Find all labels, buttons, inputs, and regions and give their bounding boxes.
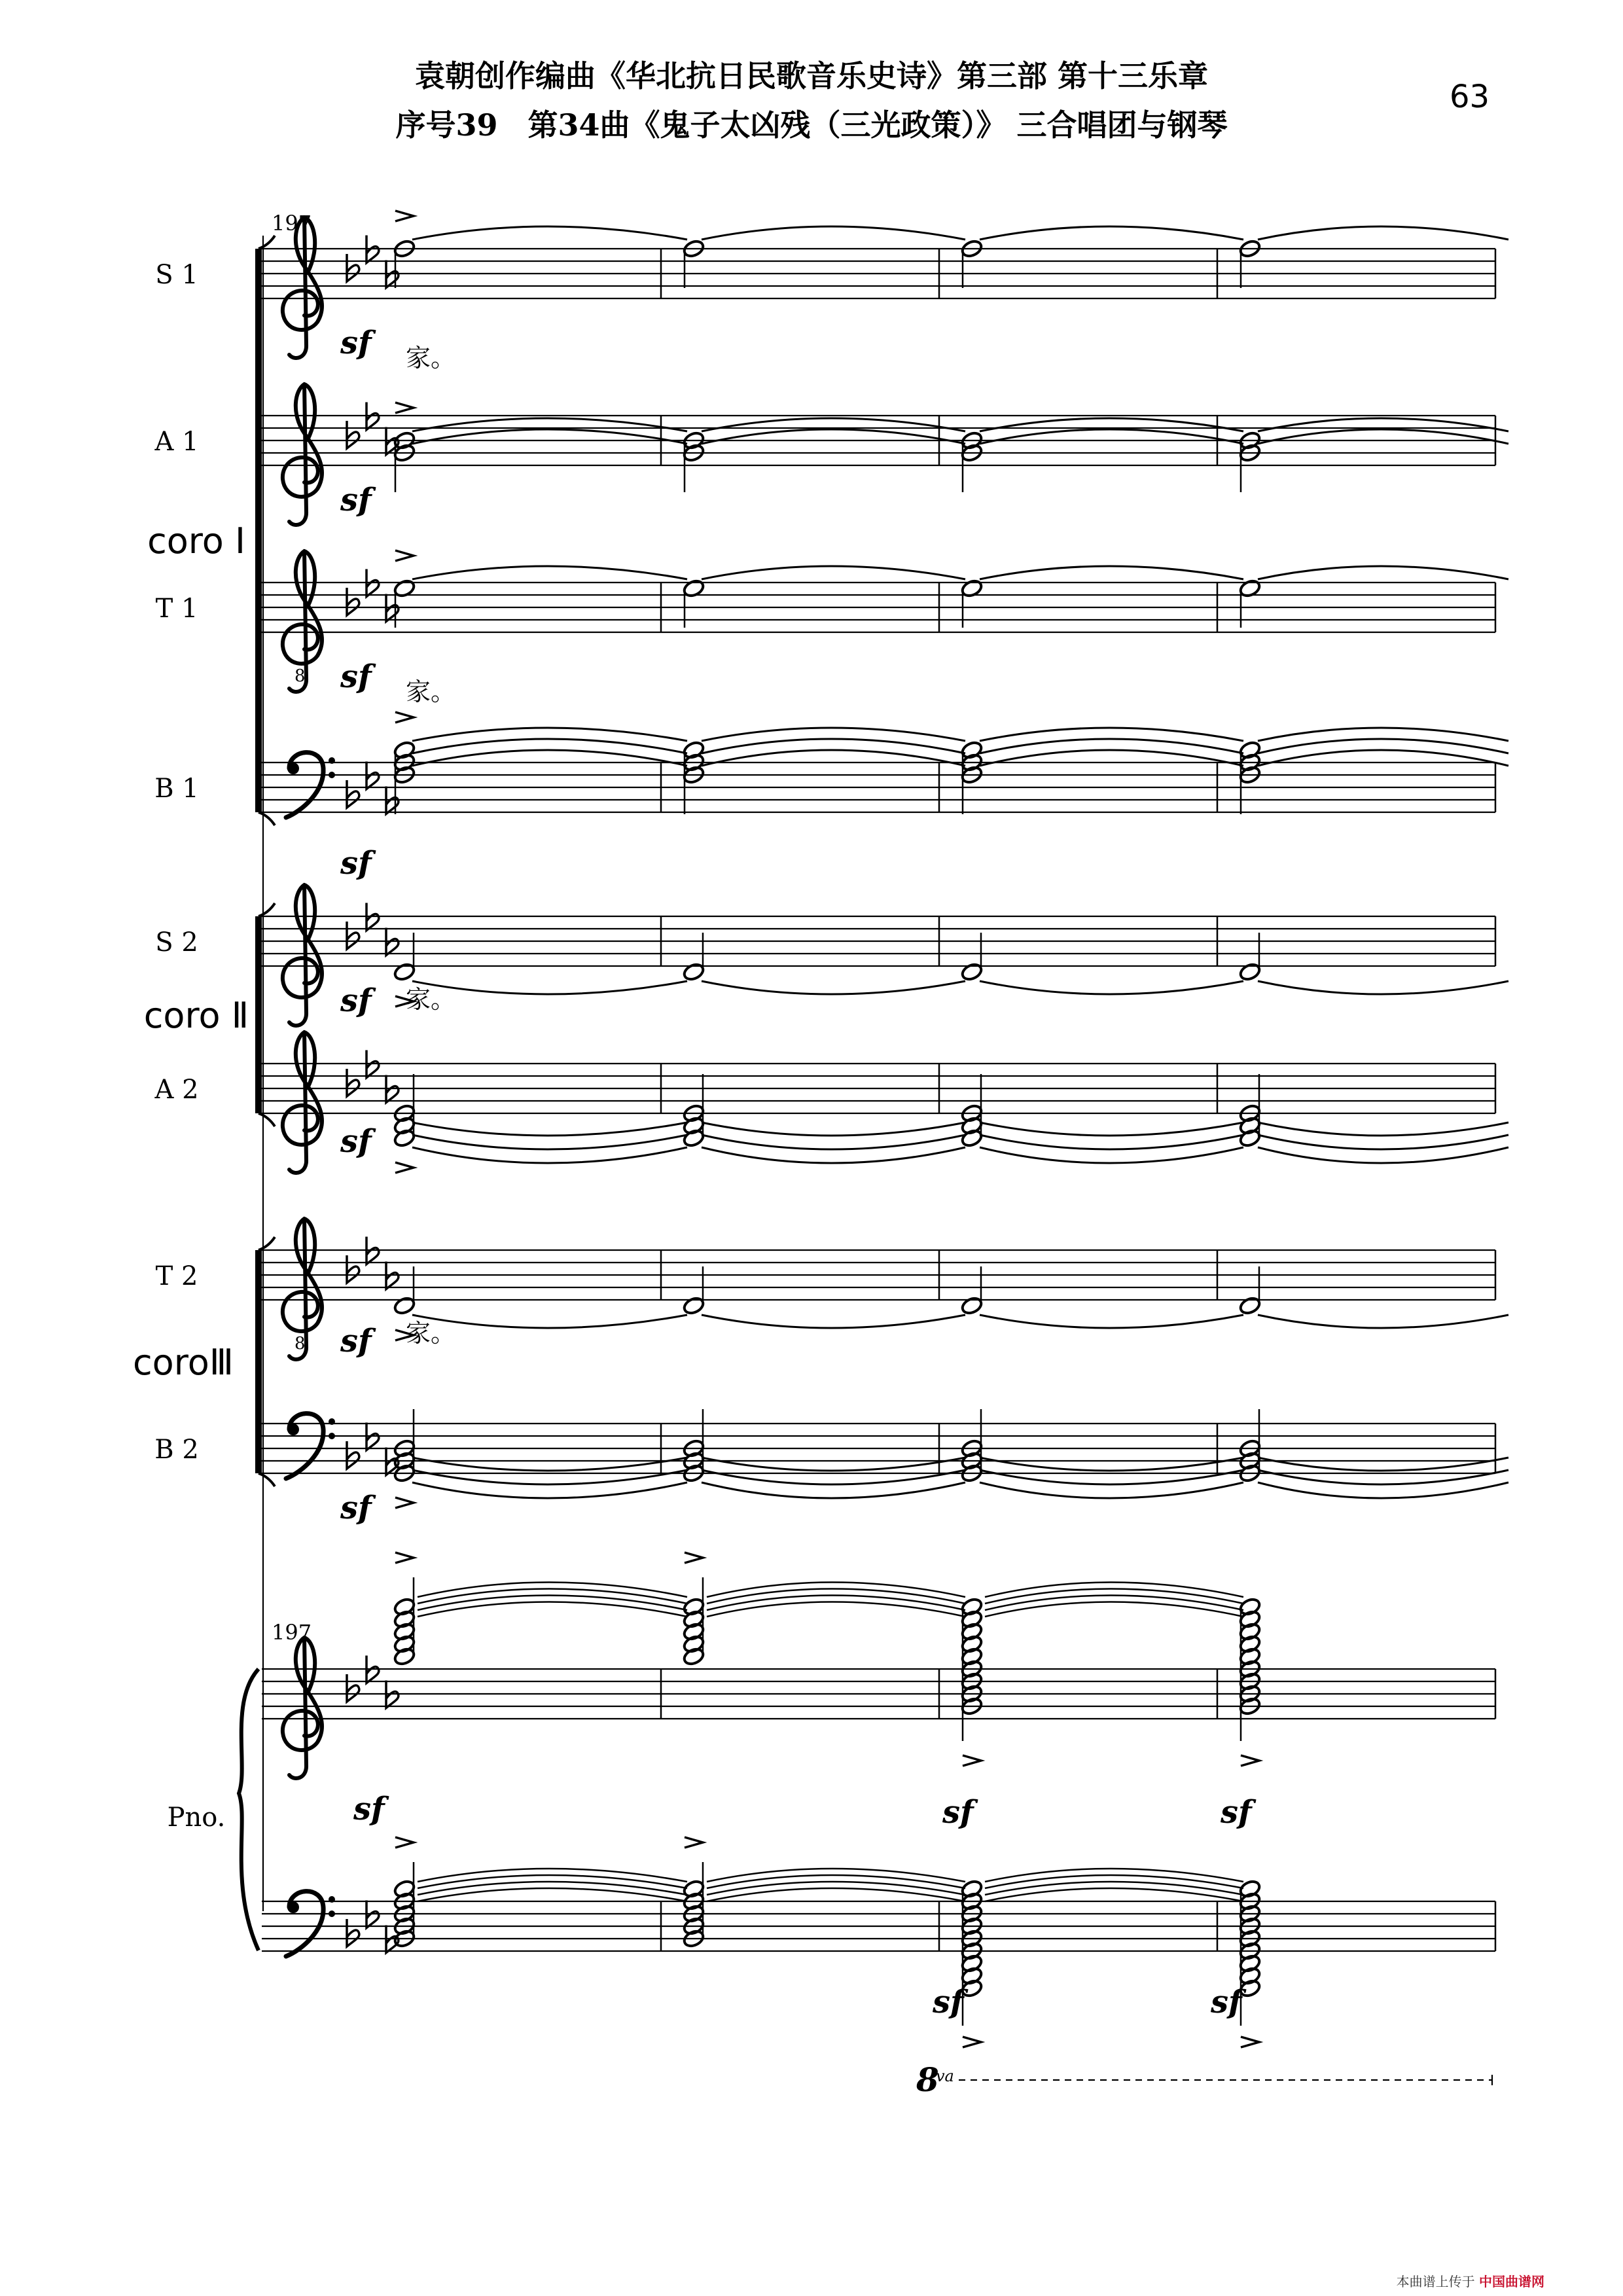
choir-group-label: coroⅢ [132,1342,234,1383]
accent-icon [395,1552,414,1563]
accent-icon [685,1552,703,1563]
accent-icon [395,712,414,723]
tie [1258,226,1508,240]
dynamic-sf: sf [340,658,372,695]
tie [412,739,687,753]
score-title-line-1: 袁朝创作编曲《华北抗日民歌音乐史诗》第三部 第十三乐章 [414,58,1208,94]
tie [412,429,687,444]
tie [1258,1458,1508,1471]
dynamic-sf: sf [1211,1984,1242,2020]
staff-label: T 1 [155,594,198,624]
tie [980,981,1243,994]
tie [412,1470,687,1484]
accent-icon [1241,2037,1259,2047]
tie [702,1470,965,1484]
tie [980,1315,1243,1328]
tie [412,566,687,579]
accent-icon [395,1162,414,1173]
measure-number: 197 [272,1620,312,1645]
tie [1258,429,1508,444]
watermark-site: 中国曲谱网 [1479,2274,1544,2289]
lyric: 家。 [406,985,456,1014]
tie [702,429,965,444]
choir-bracket-1 [255,249,262,812]
tie [1258,1135,1508,1149]
accent-icon [395,1837,414,1848]
staff-label: S 2 [155,927,198,958]
staff-label: A 2 [154,1075,199,1105]
accent-icon [963,1755,981,1766]
accent-icon [395,403,414,413]
dynamic-sf: sf [340,982,372,1019]
flat-icon [347,922,359,949]
lyric: 家。 [406,344,456,372]
staff-label: B 2 [154,1435,199,1465]
flat-icon [347,1674,359,1702]
accent-icon [395,550,414,561]
staff-1 [262,384,1508,525]
dynamic-sf: sf [933,1984,964,2020]
accent-icon [395,211,414,221]
note-head [393,962,416,982]
watermark-prefix: 本曲谱上传于 [1396,2274,1475,2289]
dynamic-sf: sf [353,1791,385,1827]
piano-brace [239,1669,259,1950]
dynamic-sf: sf [340,325,372,361]
tie [702,1135,965,1149]
tie [702,226,965,240]
tie [702,739,965,753]
dynamic-sf: sf [340,1490,372,1526]
tie [1258,981,1508,994]
dynamic-sf: sf [340,845,372,882]
tie [1258,1315,1508,1328]
treble-clef-icon [283,1032,322,1173]
tie [980,1135,1243,1149]
note-head [682,962,705,982]
tie [985,1602,1243,1617]
staff-label: A 1 [154,427,199,457]
staves-layer [239,211,1508,2047]
tie [985,1888,1243,1901]
lyric: 家。 [406,677,456,706]
measure-number: 197 [272,211,312,236]
tie [702,981,965,994]
dynamic-sf: sf [942,1794,974,1831]
accent-icon [685,1837,703,1848]
score-title-line-2: 序号39 第34曲《鬼子太凶残（三光政策）》 三合唱团与钢琴 [395,107,1228,143]
note-head [960,1296,984,1316]
accent-icon [963,2037,981,2047]
accent-icon [1241,1755,1259,1766]
watermark [1397,2271,1544,2290]
flat-icon [347,254,359,281]
accent-icon [395,1498,414,1508]
tie [980,429,1243,444]
tie [702,1122,965,1136]
ottava-va: va [936,2067,954,2085]
tie [418,1602,687,1617]
treble-clef-icon [283,384,322,525]
choir-bracket-2 [255,916,262,1113]
flat-icon [347,1069,359,1096]
tie [980,1458,1243,1471]
tie [707,1602,965,1617]
lyric: 家。 [406,1319,456,1348]
flat-icon [347,1441,359,1469]
flat-icon [347,421,359,448]
tie [1258,1122,1508,1136]
note-head [960,962,984,982]
dynamic-sf: sf [1221,1794,1252,1831]
choir-bracket-3 [255,1250,262,1473]
tie [412,1122,687,1136]
treble-clef-icon [283,1638,322,1778]
dynamic-sf: sf [340,482,372,518]
staff-2 [262,550,1508,695]
note-head [393,1296,416,1316]
dynamic-sf: sf [340,1123,372,1160]
staff-5 [262,1032,1508,1173]
tie [1258,750,1508,766]
note-head [682,1296,705,1316]
tie [1258,566,1508,579]
note-head [1238,1296,1262,1316]
tie [980,226,1243,240]
tie [418,1888,687,1901]
tie [980,750,1243,766]
tie [412,750,687,766]
tie [412,1458,687,1471]
tie [1258,1470,1508,1484]
tie [702,566,965,579]
staff-label: T 2 [155,1261,198,1291]
tie [702,1315,965,1328]
tie [980,739,1243,753]
flat-icon [347,780,359,808]
dynamic-sf: sf [340,1323,372,1359]
tie [412,226,687,240]
staff-7 [262,1409,1508,1526]
tie [980,566,1243,579]
tie [412,1135,687,1149]
tie [980,1470,1243,1484]
ottava-8: 8 [916,2060,939,2099]
piano-label: Pno. [167,1803,226,1833]
choir-group-label: coro Ⅱ [143,995,249,1036]
staff-label: S 1 [155,260,198,290]
tie [980,1122,1243,1136]
tie [1258,739,1508,753]
staff-piano-bass [262,1837,1495,2047]
treble-clef-icon [283,885,322,1026]
tie [702,1458,965,1471]
flat-icon [347,1255,359,1283]
page-number: 63 [1450,79,1490,115]
treble-clef-icon [283,217,322,358]
choir-group-label: coro Ⅰ [147,520,245,562]
tie [702,750,965,766]
staff-piano-treble [262,1552,1495,1831]
flat-icon [347,1919,359,1946]
staff-0 [262,211,1508,361]
octave-down-mark: 8 [294,1334,306,1354]
note-head [1238,962,1262,982]
octave-down-mark: 8 [294,666,306,686]
staff-label: B 1 [154,774,199,804]
staff-3 [262,712,1508,882]
tie [707,1888,965,1901]
flat-icon [347,588,359,615]
